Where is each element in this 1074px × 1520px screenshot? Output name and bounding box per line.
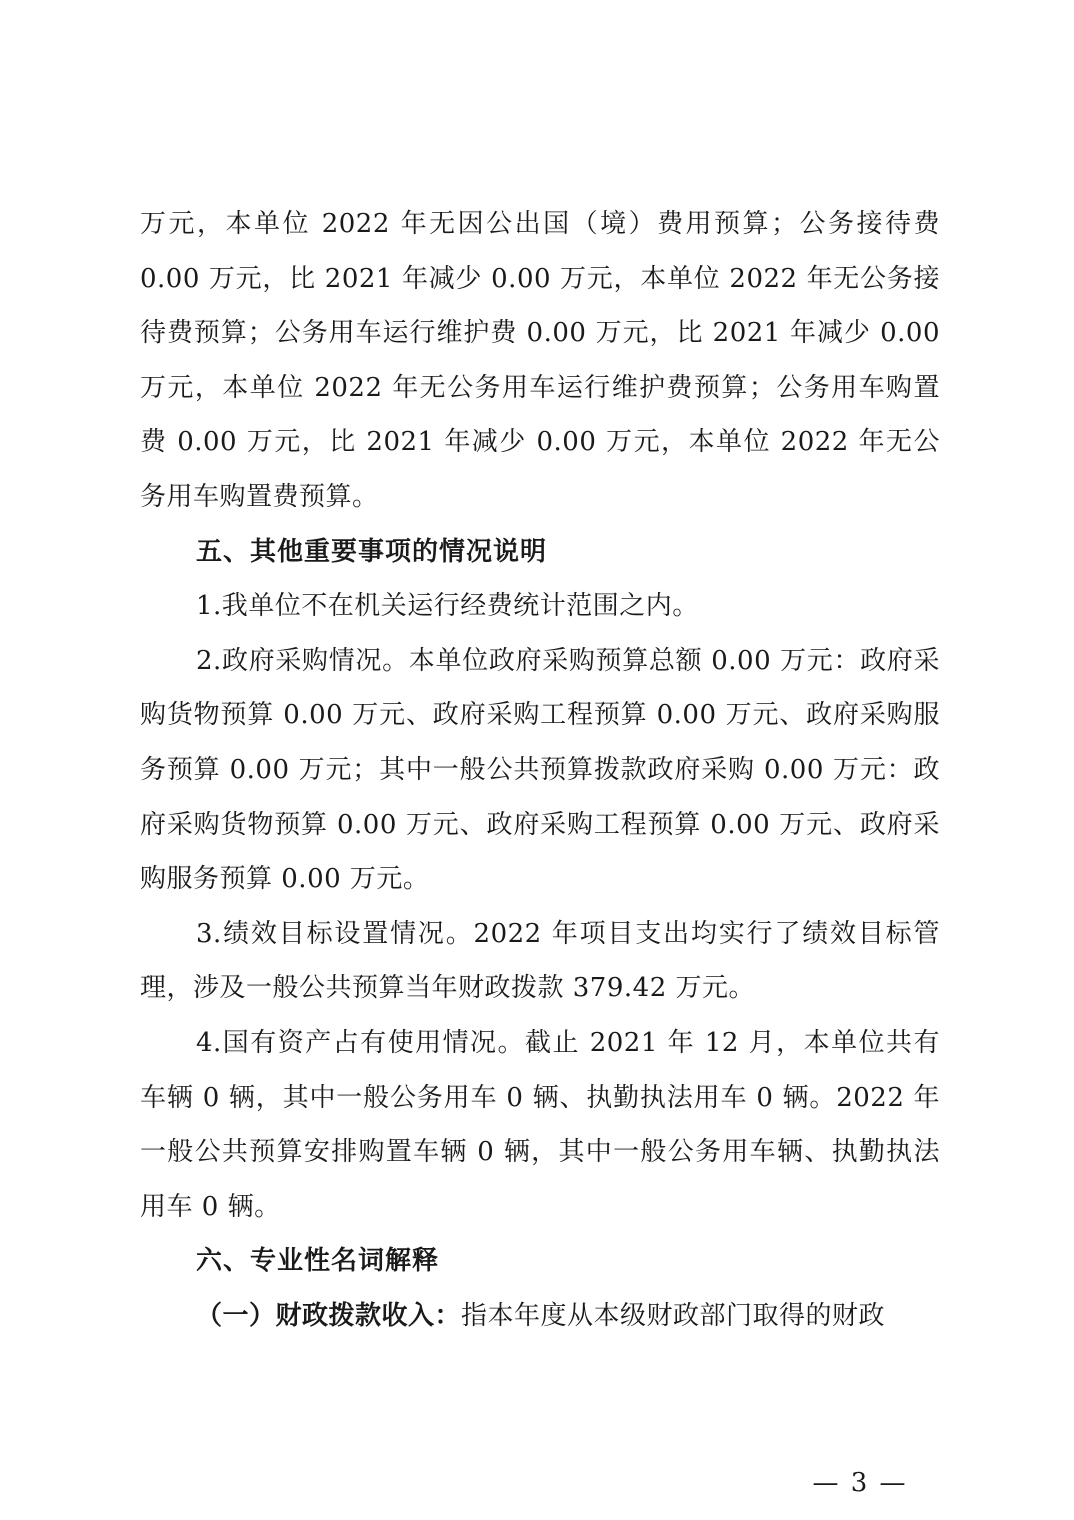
paragraph-term-fiscal-appropriation	[140, 1289, 940, 1344]
paragraph-foreign-travel-reception-vehicle-costs: 万元，本单位 2022 年无因公出国（境）费用预算；公务接待费 0.00 万元，比 2021 年减少 0.00 万元，本单位 2022 年无公务接待费预算；公务用车运行维护费 0.00 万元，比 2021 年减少 0.00 万元，本单位 2022 年无公务用车运行维护费预算；公务用车购置费 0.00 万元，比 2021 年减少 0.00 万元，本单位 2022 年无公务用车购置费预算。	[140, 209, 940, 512]
section-heading-other-matters: 五、其他重要事项的情况说明	[196, 536, 548, 567]
page-number: — 3 —	[812, 1468, 908, 1498]
term-label: （一）财政拨款收入：	[196, 1300, 462, 1331]
paragraph-operating-expenses: 1.我单位不在机关运行经费统计范围之内。	[196, 591, 699, 622]
paragraph-performance-targets: 3.绩效目标设置情况。2022 年项目支出均实行了绩效目标管理，涉及一般公共预算当年财政拨款 379.42 万元。	[140, 918, 940, 1004]
section-heading-terminology: 六、专业性名词解释	[196, 1246, 440, 1277]
paragraph-state-assets: 4.国有资产占有使用情况。截止 2021 年 12 月，本单位共有车辆 0 辆，其中一般公务用车 0 辆、执勤执法用车 0 辆。2022 年一般公共预算安排购置车辆 0 辆，其中一般公务用车辆、执勤执法用车 0 辆。	[140, 1027, 940, 1222]
paragraph-government-procurement: 2.政府采购情况。本单位政府采购预算总额 0.00 万元：政府采购货物预算 0.00 万元、政府采购工程预算 0.00 万元、政府采购服务预算 0.00 万元；其中一般公共预算拨款政府采购 0.00 万元：政府采购货物预算 0.00 万元、政府采购工程预算 0.00 万元、政府采购服务预算 0.00 万元。	[140, 645, 940, 895]
term-definition: 指本年度从本级财政部门取得的财政	[461, 1300, 886, 1331]
document-body	[140, 197, 940, 1343]
